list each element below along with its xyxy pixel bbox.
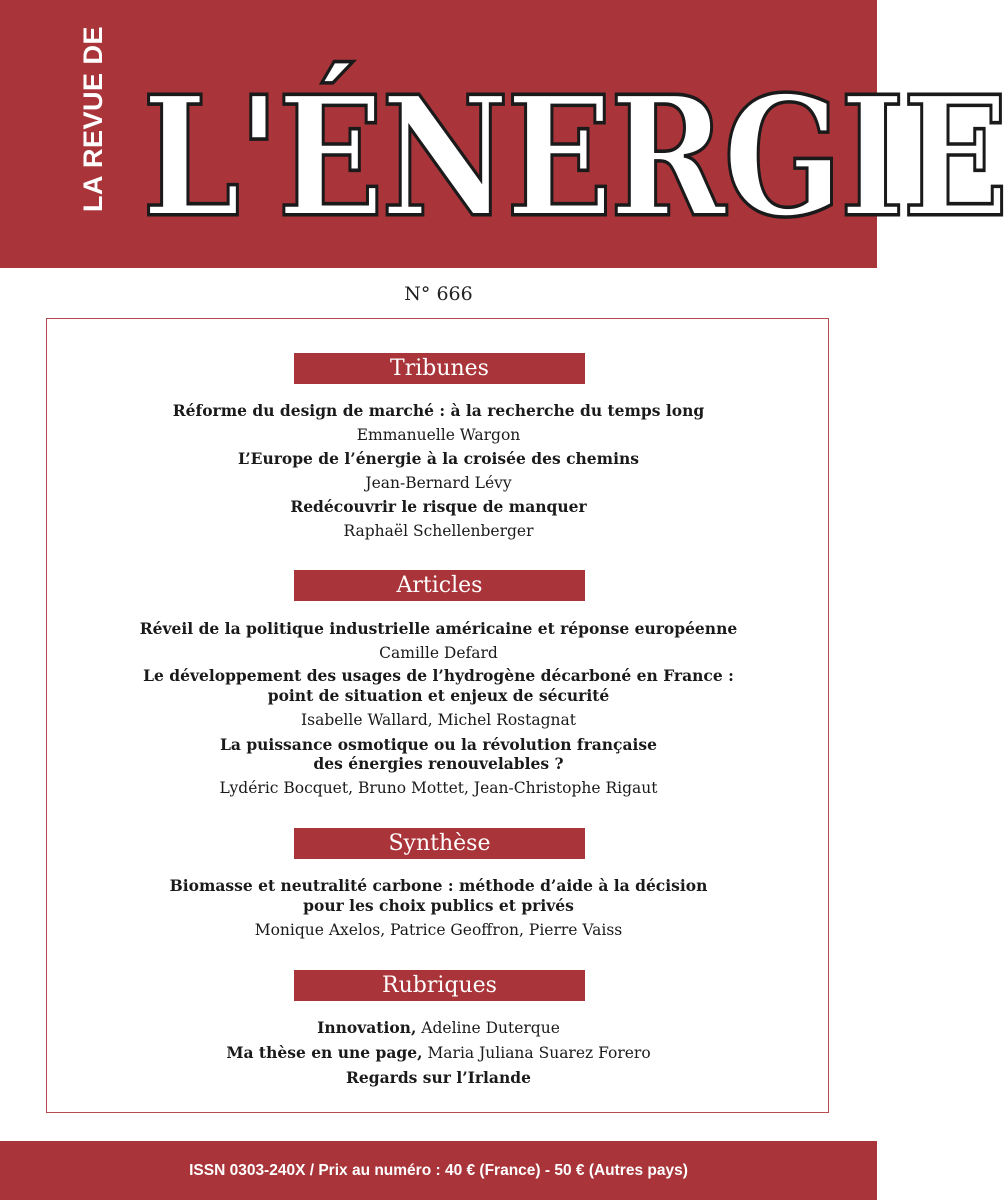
article-title-line: des énergies renouvelables ?: [313, 754, 564, 773]
article-authors: Emmanuelle Wargon: [356, 426, 521, 444]
article-title-line: Biomasse et neutralité carbone : méthode d’aide à la décision: [169, 876, 708, 895]
rubrique-author: Maria Juliana Suarez Forero: [427, 1044, 651, 1062]
masthead-band: [0, 0, 1006, 268]
masthead-title: L'ÉNERGIE: [142, 61, 1006, 255]
article-authors: Jean-Bernard Lévy: [365, 474, 512, 492]
rubrique-author: Adeline Duterque: [421, 1019, 560, 1037]
article-title-line: Le développement des usages de l’hydrogène décarboné en France :: [143, 666, 734, 685]
masthead-subtitle: LA REVUE DE: [78, 25, 108, 212]
article-authors: Monique Axelos, Patrice Geoffron, Pierre Vaiss: [254, 921, 623, 939]
article-authors: Isabelle Wallard, Michel Rostagnat: [301, 711, 576, 729]
article-title-line: pour les choix publics et privés: [303, 896, 574, 915]
rubrique-title: Regards sur l’Irlande: [346, 1068, 531, 1087]
rubrique-title: Innovation,: [317, 1018, 417, 1037]
section-header-synthese: Synthèse: [294, 828, 585, 859]
issue-number: N° 666: [404, 283, 473, 305]
article-title: Réveil de la politique industrielle américaine et réponse européenne: [139, 619, 738, 638]
article-title: Réforme du design de marché : à la recherche du temps long: [172, 401, 705, 420]
article-authors: Lydéric Bocquet, Bruno Mottet, Jean-Christophe Rigaut: [219, 779, 658, 797]
article-title-line: La puissance osmotique ou la révolution française: [219, 735, 658, 754]
article-title: Redécouvrir le risque de manquer: [290, 497, 587, 516]
rubrique-item: [0, 1043, 877, 1063]
section-header-rubriques: Rubriques: [294, 970, 585, 1001]
section-header-tribunes: Tribunes: [294, 353, 585, 384]
article-authors: Raphaël Schellenberger: [343, 522, 534, 540]
article-title: L’Europe de l’énergie à la croisée des chemins: [238, 449, 639, 468]
rubrique-item: [0, 1018, 877, 1038]
rubrique-title: Ma thèse en une page,: [226, 1043, 423, 1062]
article-title-line: point de situation et enjeux de sécurité: [267, 686, 610, 705]
footer-issn-price: ISSN 0303-240X / Prix au numéro : 40 € (France) - 50 € (Autres pays): [0, 1141, 877, 1200]
article-authors: Camille Defard: [379, 644, 498, 662]
section-header-articles: Articles: [294, 570, 585, 601]
